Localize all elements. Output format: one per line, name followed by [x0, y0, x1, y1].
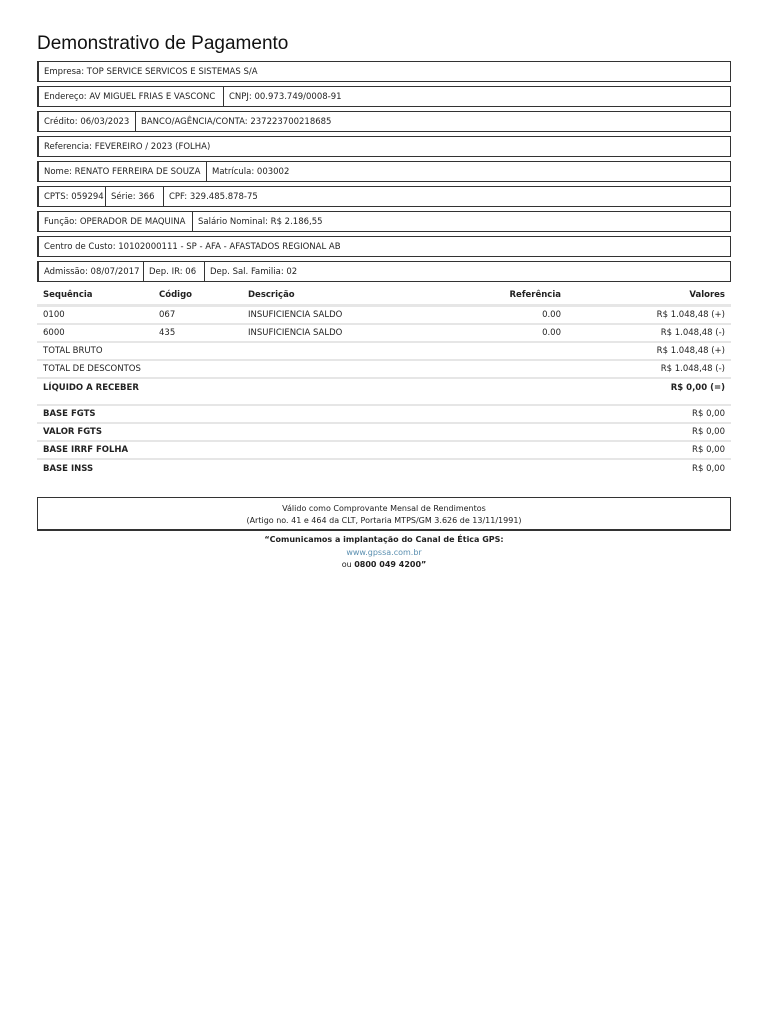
- total-label: TOTAL DE DESCONTOS: [43, 364, 141, 374]
- cpf: CPF: 329.485.878-75: [169, 191, 258, 202]
- funcao-box: [37, 211, 731, 232]
- nome-box: [37, 161, 731, 182]
- col-codigo: Código: [159, 289, 192, 300]
- base-row: [37, 460, 731, 478]
- cell-valor: R$ 1.048,48 (+): [656, 310, 725, 320]
- centro-custo: Centro de Custo: 10102000111 - SP - AFA - AFASTADOS REGIONAL AB: [44, 241, 341, 252]
- dep-ir: Dep. IR: 06: [144, 262, 205, 281]
- base-value: R$ 0,00: [692, 427, 725, 437]
- liquido-row: [37, 379, 731, 406]
- ethics-notice: [0, 534, 768, 572]
- table-row: [37, 325, 731, 343]
- gps-link[interactable]: www.gpssa.com.br: [346, 547, 422, 557]
- cell-sequencia: 6000: [43, 328, 65, 338]
- liquido-label: LÍQUIDO A RECEBER: [43, 383, 139, 393]
- cell-referencia: 0.00: [542, 310, 561, 320]
- centro-box: [37, 236, 731, 257]
- base-value: R$ 0,00: [692, 464, 725, 474]
- comprovante-line2: (Artigo no. 41 e 464 da CLT, Portaria MTPS/GM 3.626 de 13/11/1991): [246, 516, 522, 525]
- base-label: BASE FGTS: [43, 409, 96, 419]
- serie: Série: 366: [106, 187, 164, 206]
- phone-number: 0800 049 4200”: [354, 560, 427, 569]
- base-label: BASE IRRF FOLHA: [43, 445, 129, 455]
- referencia: Referencia: FEVEREIRO / 2023 (FOLHA): [44, 141, 211, 152]
- referencia-box: [37, 136, 731, 157]
- col-referencia: Referência: [509, 289, 561, 300]
- table-header: [37, 285, 731, 307]
- cell-codigo: 435: [159, 328, 176, 338]
- credito-box: [37, 111, 731, 132]
- admissao-box: [37, 261, 731, 282]
- cell-referencia: 0.00: [542, 328, 561, 338]
- base-row: [37, 406, 731, 424]
- cell-sequencia: 0100: [43, 310, 65, 320]
- funcao: Função: OPERADOR DE MAQUINA: [39, 212, 193, 231]
- endereco: Endereço: AV MIGUEL FRIAS E VASCONC: [39, 87, 224, 106]
- total-bruto-row: [37, 343, 731, 361]
- total-label: TOTAL BRUTO: [43, 346, 103, 356]
- endereco-box: [37, 86, 731, 107]
- cell-descricao: INSUFICIENCIA SALDO: [248, 328, 343, 338]
- payment-table: [37, 285, 731, 478]
- cell-descricao: INSUFICIENCIA SALDO: [248, 310, 343, 320]
- matricula: Matrícula: 003002: [212, 166, 290, 177]
- cell-valor: R$ 1.048,48 (-): [660, 328, 725, 338]
- notice-text: “Comunicamos a implantação do Canal de Ética GPS:: [264, 535, 504, 544]
- admissao: Admissão: 08/07/2017: [39, 262, 144, 281]
- nome: Nome: RENATO FERREIRA DE SOUZA: [39, 162, 207, 181]
- base-row: [37, 442, 731, 460]
- total-value: R$ 1.048,48 (-): [660, 364, 725, 374]
- base-label: BASE INSS: [43, 464, 94, 474]
- salario: Salário Nominal: R$ 2.186,55: [198, 216, 323, 227]
- comprovante-line1: Válido como Comprovante Mensal de Rendimentos: [282, 504, 486, 513]
- ctps: CPTS: 059294: [39, 187, 106, 206]
- banco: BANCO/AGÊNCIA/CONTA: 237223700218685: [141, 116, 332, 127]
- table-row: [37, 307, 731, 325]
- base-value: R$ 0,00: [692, 409, 725, 419]
- ou-text: ou: [341, 560, 355, 569]
- col-sequencia: Sequência: [43, 289, 93, 300]
- col-descricao: Descrição: [248, 289, 295, 300]
- cnpj: CNPJ: 00.973.749/0008-91: [229, 91, 342, 102]
- total-descontos-row: [37, 361, 731, 379]
- credito: Crédito: 06/03/2023: [39, 112, 136, 131]
- total-value: R$ 1.048,48 (+): [656, 346, 725, 356]
- dep-sal-familia: Dep. Sal. Familia: 02: [210, 266, 298, 277]
- empresa-box: [37, 61, 731, 82]
- cell-codigo: 067: [159, 310, 176, 320]
- empresa: Empresa: TOP SERVICE SERVICOS E SISTEMAS S/A: [44, 66, 258, 77]
- base-label: VALOR FGTS: [43, 427, 102, 437]
- liquido-value: R$ 0,00 (=): [670, 383, 725, 393]
- col-valores: Valores: [689, 289, 725, 300]
- base-value: R$ 0,00: [692, 445, 725, 455]
- page-title: Demonstrativo de Pagamento: [37, 33, 289, 54]
- base-row: [37, 424, 731, 442]
- comprovante-box: [37, 497, 731, 531]
- ctps-box: [37, 186, 731, 207]
